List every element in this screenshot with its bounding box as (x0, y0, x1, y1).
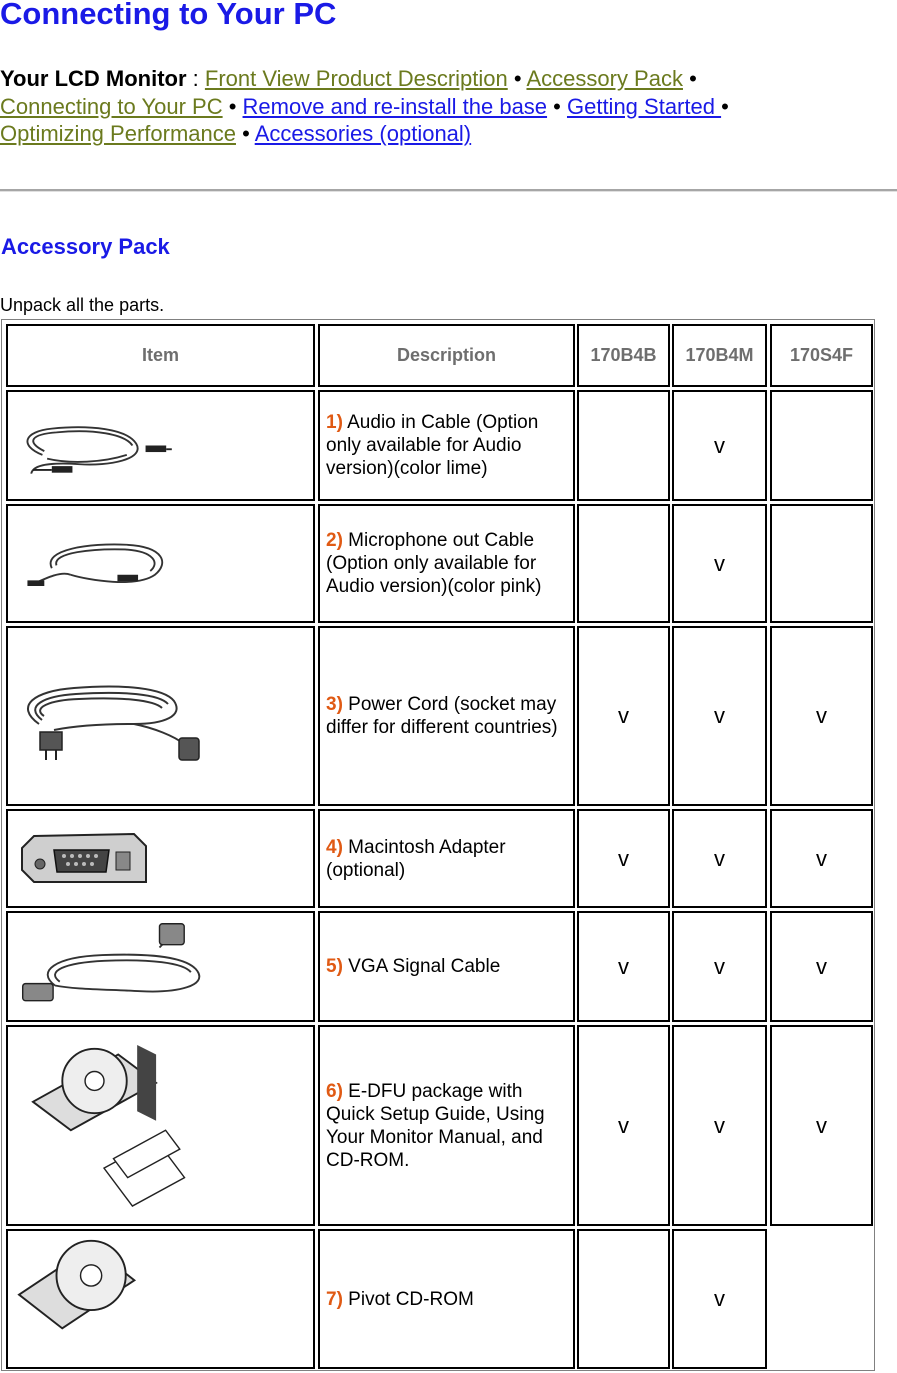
audio-cable-icon (14, 408, 174, 483)
item-image-cell (6, 1229, 315, 1369)
item-number: 4) (326, 836, 343, 858)
item-description-text: Microphone out Cable (Option only available for Audio version)(color pink) (326, 530, 542, 597)
item-description (318, 390, 575, 501)
mac-adapter-icon (14, 824, 154, 894)
pivot-cd-icon (14, 1237, 149, 1362)
page-title: Connecting to Your PC (0, 0, 337, 31)
availability-mark: v (672, 390, 767, 501)
intro-text: Unpack all the parts. (0, 295, 165, 315)
item-number: 6) (326, 1080, 343, 1102)
item-description (318, 504, 575, 623)
availability-mark: v (577, 626, 670, 806)
accessory-table (1, 319, 875, 1371)
nav-bullet: • (721, 93, 729, 119)
item-description-text: E-DFU package with Quick Setup Guide, Using Your Monitor Manual, and CD-ROM. (326, 1080, 545, 1171)
nav-link-accessories[interactable]: Accessories (optional) (254, 121, 472, 146)
availability-mark (770, 390, 873, 501)
availability-mark: v (770, 809, 873, 908)
item-description (318, 1025, 575, 1226)
availability-mark (577, 1229, 670, 1369)
item-image-cell (6, 504, 315, 623)
header-170b4m: 170B4M (672, 324, 767, 387)
nav-bullet: • (235, 121, 255, 146)
item-number: 2) (326, 530, 343, 551)
item-description (318, 911, 575, 1022)
item-image-cell (6, 390, 315, 501)
availability-mark: v (672, 1229, 767, 1369)
nav-link-connecting-pc[interactable]: Connecting to Your PC (0, 93, 223, 119)
item-description-text: Power Cord (socket may differ for different countries) (326, 694, 558, 738)
item-description (318, 626, 575, 806)
nav-link-optimizing[interactable]: Optimizing Performance (0, 121, 236, 146)
availability-mark: v (672, 504, 767, 623)
nav-bullet: • (222, 93, 243, 119)
availability-mark (770, 504, 873, 623)
item-description-text: VGA Signal Cable (342, 956, 501, 977)
availability-mark: v (672, 1025, 767, 1226)
availability-mark (577, 390, 670, 501)
header-description: Description (318, 324, 575, 387)
horizontal-divider (0, 189, 897, 192)
availability-mark: v (770, 911, 873, 1022)
nav-link-remove-base[interactable]: Remove and re-install the base (242, 93, 548, 119)
power-cord-icon (14, 666, 204, 766)
item-number: 1) (326, 412, 343, 433)
availability-mark: v (770, 1025, 873, 1226)
product-nav (0, 65, 880, 148)
item-number: 3) (326, 694, 343, 715)
item-image-cell (6, 809, 315, 908)
nav-label: Your LCD Monitor (0, 66, 187, 91)
nav-bullet: • (507, 66, 527, 91)
header-170b4b: 170B4B (577, 324, 670, 387)
item-description (318, 1229, 575, 1369)
header-170s4f: 170S4F (770, 324, 873, 387)
microphone-cable-icon (14, 526, 174, 601)
nav-link-front-view[interactable]: Front View Product Description (204, 66, 508, 91)
availability-mark: v (672, 626, 767, 806)
vga-cable-icon (14, 919, 229, 1014)
nav-bullet: • (547, 93, 567, 119)
availability-mark: v (577, 809, 670, 908)
availability-mark: v (577, 911, 670, 1022)
nav-link-getting-started[interactable]: Getting Started (566, 93, 722, 119)
item-description-text: Audio in Cable (Option only available for Audio version)(color lime) (326, 412, 539, 479)
availability-mark: v (577, 1025, 670, 1226)
nav-link-accessory-pack[interactable]: Accessory Pack (526, 66, 683, 91)
section-title: Accessory Pack (1, 234, 170, 259)
item-description-text: Macintosh Adapter (optional) (326, 836, 506, 881)
item-number: 7) (326, 1288, 343, 1310)
availability-mark: v (672, 809, 767, 908)
item-description-text: Pivot CD-ROM (342, 1288, 474, 1310)
edfu-package-icon (14, 1033, 194, 1218)
item-image-cell (6, 911, 315, 1022)
item-number: 5) (326, 956, 343, 977)
item-image-cell (6, 626, 315, 806)
nav-separator: : (186, 66, 205, 91)
item-image-cell (6, 1025, 315, 1226)
nav-bullet: • (682, 66, 697, 91)
header-item: Item (6, 324, 315, 387)
availability-mark: v (770, 626, 873, 806)
availability-mark (577, 504, 670, 623)
availability-mark: v (672, 911, 767, 1022)
item-description (318, 809, 575, 908)
